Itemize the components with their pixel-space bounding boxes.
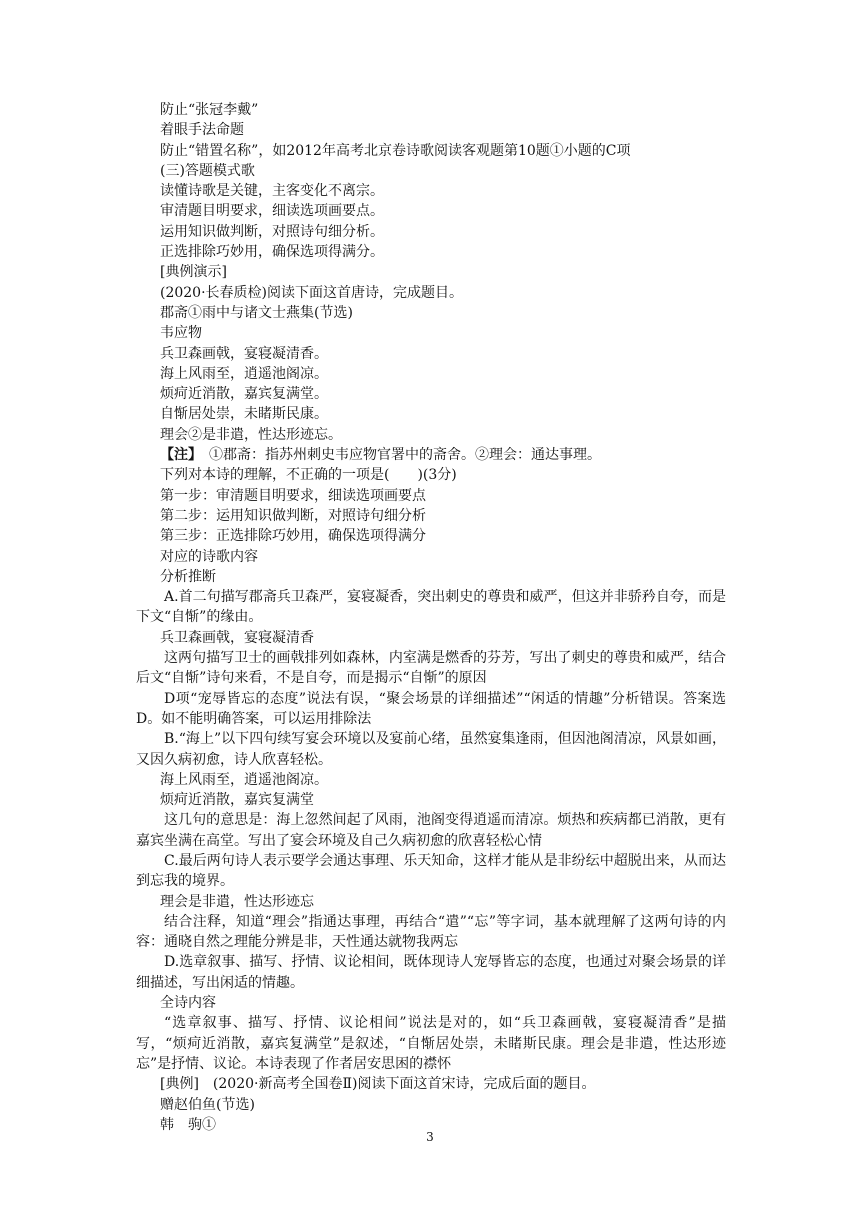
annotation-text: ①郡斋：指苏州刺史韦应物官署中的斋舍。②理会：通达事理。	[209, 447, 601, 464]
page-body	[136, 100, 726, 1135]
text-line: 防止“张冠李戴”	[160, 102, 259, 118]
text-line: 着眼手法命题	[160, 122, 244, 139]
poem-line: 自惭居处崇，未睹斯民康。	[160, 406, 328, 423]
answer-paragraph: D项“宠辱皆忘的态度”说法有误，“聚会场景的详细描述”“闲适的情趣”分析错误。答案选D。如不能明确答案，可以运用排除法	[136, 690, 726, 727]
poem-line: 海上风雨至，逍遥池阁凉。	[160, 365, 328, 382]
example-heading: [典例] (2020·新高考全国卷Ⅱ)阅读下面这首宋诗，完成后面的题目。	[160, 1076, 596, 1093]
question-stem: 下列对本诗的理解，不正确的一项是( )(3分)	[160, 467, 457, 484]
poem-title: 赠赵伯鱼(节选)	[160, 1096, 255, 1113]
text-line: 运用知识做判断，对照诗句细分析。	[160, 223, 384, 240]
text-line: 防止“错置名称”，如2012年高考北京卷诗歌阅读客观题第10题①小题的C项	[160, 142, 631, 159]
option-d: D.选章叙事、描写、抒情、议论相间，既体现诗人宠辱皆忘的态度，也通过对聚会场景的详细描述，写出闲适的情趣。	[136, 954, 726, 991]
option-a: A.首二句描写郡斋兵卫森严，宴寝凝香，突出刺史的尊贵和威严，但这并非骄矜自夸，而是下文“自惭”的缘由。	[136, 589, 726, 626]
poem-title: 郡斋①雨中与诸文士燕集(节选)	[160, 304, 353, 321]
annotation-label: 【注】	[160, 447, 195, 464]
text-line: 对应的诗歌内容	[160, 548, 258, 565]
annotation	[136, 445, 726, 465]
text-line: (2020·长春质检)阅读下面这首唐诗，完成题目。	[160, 284, 464, 301]
option-c: C.最后两句诗人表示要学会通达事理、乐天知命，这样才能从是非纷纭中超脱出来，从而达到忘我的境界。	[136, 852, 726, 890]
step-line: 第三步：正选排除巧妙用，确保选项得满分	[160, 528, 426, 545]
poem-line: 烦疴近消散，嘉宾复满堂。	[160, 386, 328, 403]
analysis-paragraph: “选章叙事、描写、抒情、议论相间”说法是对的，如“兵卫森画戟，宴寝凝清香”是描写，“烦疴近消散，嘉宾复满堂”是叙述，“自惭居处崇，未睹斯民康。理会是非遣，性达形迹忘”是抒情、议论。本诗表现了作者居安思困的襟怀	[136, 1015, 726, 1072]
step-line: 第二步：运用知识做判断，对照诗句细分析	[160, 507, 426, 524]
text-line: 正选排除巧妙用，确保选项得满分。	[160, 244, 384, 261]
analysis-paragraph: 结合注释，知道“理会”指通达事理，再结合“遣”“忘”等字词，基本就理解了这两句诗的内容：通晓自然之理能分辨是非，天性通达就物我两忘	[136, 913, 726, 951]
poem-line: 海上风雨至，逍遥池阁凉。	[160, 771, 328, 788]
poem-line: 兵卫森画戟，宴寝凝清香	[160, 629, 314, 646]
step-line: 第一步：审清题目明要求，细读选项画要点	[160, 487, 426, 504]
analysis-paragraph: 这两句描写卫士的画戟排列如森林，内室满是燃香的芬芳，写出了刺史的尊贵和威严，结合后文“自惭”诗句来看，不是自夸，而是揭示“自惭”的原因	[136, 650, 726, 687]
analysis-paragraph: 这几句的意思是：海上忽然间起了风雨，池阁变得逍遥而清凉。烦热和疾病都已消散，更有嘉宾坐满在高堂。写出了宴会环境及自己久病初愈的欣喜轻松心情	[136, 812, 726, 849]
page-number: 3	[426, 1130, 434, 1144]
text-line: 审清题目明要求，细读选项画要点。	[160, 203, 384, 220]
text-line: 全诗内容	[160, 995, 216, 1012]
poem-line: 理会是非遣，性达形迹忘	[160, 893, 314, 910]
poem-author: 韩 驹①	[160, 1116, 216, 1133]
text-line: 读懂诗歌是关键，主客变化不离宗。	[160, 183, 384, 200]
text-line: 分析推断	[160, 568, 216, 585]
section-label: [典例演示]	[160, 264, 227, 281]
poem-line: 理会②是非遣，性达形迹忘。	[160, 426, 342, 443]
option-b: B.“海上”以下四句续写宴会环境以及宴前心绪，虽然宴集逢雨，但因池阁清凉，风景如画，又因久病初愈，诗人欣喜轻松。	[136, 731, 726, 768]
poem-line: 兵卫森画戟，宴寝凝清香。	[160, 345, 328, 362]
section-heading: (三)答题模式歌	[160, 162, 255, 179]
poem-line: 烦疴近消散，嘉宾复满堂	[160, 792, 314, 809]
poem-author: 韦应物	[160, 325, 202, 342]
